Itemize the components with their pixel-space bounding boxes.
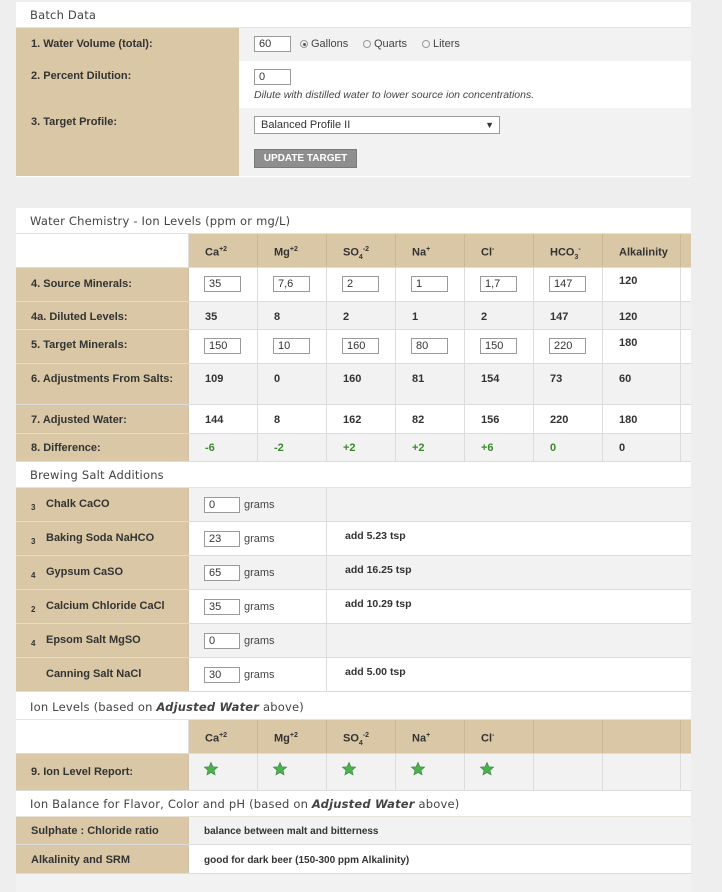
salt-name xyxy=(31,634,181,650)
salt-amount-cell xyxy=(189,556,327,589)
source-minerals-row xyxy=(16,268,691,302)
target-minerals-label: 5. Target Minerals: xyxy=(31,339,128,351)
ion-input[interactable] xyxy=(549,338,586,354)
adjustments-label: 6. Adjustments From Salts: xyxy=(31,373,174,385)
water-volume-input[interactable] xyxy=(254,36,291,52)
ion-input[interactable] xyxy=(480,276,517,292)
unit-quarts-radio[interactable] xyxy=(363,38,407,50)
grams-unit-label: grams xyxy=(244,499,275,511)
ion-value: 220 xyxy=(550,414,569,426)
ion-subscript: 3 xyxy=(574,253,579,261)
salt-row xyxy=(16,590,691,624)
ion-levels-title-post: above) xyxy=(259,700,304,714)
ion-value-cell xyxy=(603,302,681,329)
salt-cells xyxy=(189,590,691,623)
salt-name xyxy=(31,532,181,548)
salt-name-text: Canning Salt NaCl xyxy=(46,668,142,680)
ion-value: 0 xyxy=(550,442,557,454)
salt-add-tsp: add 10.29 tsp xyxy=(345,598,412,610)
ion-value-cell xyxy=(534,302,603,329)
ion-value: 35 xyxy=(205,311,218,323)
alkalinity-value: 120 xyxy=(619,275,638,287)
ion-header-label xyxy=(412,732,430,747)
ion-value: 162 xyxy=(343,414,362,426)
difference-label: 8. Difference: xyxy=(31,442,101,454)
ion-charge: + xyxy=(426,246,431,253)
ion-input[interactable] xyxy=(411,338,448,354)
salt-formula-subscript: 4 xyxy=(31,571,36,581)
ion-input[interactable] xyxy=(273,338,310,354)
ion-value-cell xyxy=(327,302,396,329)
ion-header-label xyxy=(205,732,227,747)
salt-label-cell xyxy=(16,590,189,623)
ion-symbol: Ca xyxy=(205,246,220,259)
ion-symbol: Mg xyxy=(274,732,290,745)
alkalinity-srm-label-cell xyxy=(16,845,189,873)
ion-value-cell xyxy=(534,434,603,461)
green-star-icon xyxy=(341,761,357,777)
green-star-icon xyxy=(410,761,426,777)
ion-report-cell xyxy=(258,754,327,790)
ion-value: +6 xyxy=(481,442,494,454)
salt-name xyxy=(31,566,181,582)
ion-value: 8 xyxy=(274,311,281,323)
salt-cells xyxy=(189,488,691,521)
ion-charge: -2 xyxy=(362,246,370,253)
batch-labels-column xyxy=(16,28,239,176)
salt-formula-subscript: 2 xyxy=(31,605,36,615)
unit-liters-radio[interactable] xyxy=(422,38,460,50)
ion-value-cell xyxy=(465,405,534,433)
ion-symbol: SO xyxy=(343,732,359,745)
diluted-levels-label-cell xyxy=(16,302,189,329)
ion-header-cell xyxy=(396,720,465,753)
salt-row xyxy=(16,556,691,590)
ion-header-label xyxy=(481,732,494,747)
salt-add-tsp: add 5.23 tsp xyxy=(345,530,406,542)
ion-value: 120 xyxy=(619,311,638,323)
salt-grams-input[interactable] xyxy=(204,565,240,581)
ion-header-cell xyxy=(258,234,327,267)
ion-value-cell xyxy=(189,364,258,404)
ion-value-cell xyxy=(396,364,465,404)
ion-header-label xyxy=(274,732,298,747)
diluted-levels-label: 4a. Diluted Levels: xyxy=(31,311,128,323)
batch-data-title: Batch Data xyxy=(16,2,691,28)
ion-header-cell xyxy=(189,234,258,267)
ion-value-cell xyxy=(327,364,396,404)
ion-value-cell xyxy=(189,405,258,433)
target-minerals-row xyxy=(16,330,691,364)
unit-gallons-radio[interactable] xyxy=(300,38,348,50)
ion-charge: +2 xyxy=(219,732,228,739)
alkalinity-srm-label: Alkalinity and SRM xyxy=(31,854,131,866)
ion-value: 160 xyxy=(343,373,362,385)
salt-cells xyxy=(189,556,691,589)
difference-row xyxy=(16,434,691,462)
salt-name-text: Gypsum CaSO xyxy=(46,566,124,578)
ion-input-cell xyxy=(465,330,534,363)
target-profile-select[interactable] xyxy=(254,116,500,134)
alkalinity-srm-value: good for dark beer (150-300 ppm Alkalinity) xyxy=(204,855,410,866)
salt-row xyxy=(16,522,691,556)
salt-row xyxy=(16,624,691,658)
salt-name-text: Baking Soda NaHCO xyxy=(46,532,155,544)
ion-value: 8 xyxy=(274,414,281,426)
ion-value-cell xyxy=(465,434,534,461)
ion-balance-title-post: above) xyxy=(414,797,460,811)
ion-input-cell xyxy=(603,330,681,363)
ion-value-cell xyxy=(258,302,327,329)
ion-header-cell xyxy=(258,720,327,753)
ion-report-cell xyxy=(534,754,603,790)
adjusted-water-row xyxy=(16,405,691,434)
difference-label-cell xyxy=(16,434,189,461)
source-minerals-label-cell xyxy=(16,268,189,301)
salt-label-cell xyxy=(16,624,189,657)
ion-input[interactable] xyxy=(480,338,517,354)
target-profile-label: 3. Target Profile: xyxy=(31,116,117,128)
ion-charge: + xyxy=(426,732,431,739)
ion-value-cell xyxy=(603,405,681,433)
brewing-salt-title: Brewing Salt Additions xyxy=(16,462,691,488)
sulphate-chloride-value: balance between malt and bitterness xyxy=(204,826,379,837)
ion-header-label xyxy=(619,246,668,261)
salt-name xyxy=(31,498,181,514)
ion-value: 2 xyxy=(481,311,488,323)
salt-label-cell xyxy=(16,658,189,691)
ion-value: 60 xyxy=(619,373,632,385)
ion-input[interactable] xyxy=(273,276,310,292)
update-target-button[interactable]: UPDATE TARGET xyxy=(254,149,357,168)
adjusted-water-label: 7. Adjusted Water: xyxy=(31,414,127,426)
percent-dilution-label: 2. Percent Dilution: xyxy=(31,70,132,82)
empty-header-cell xyxy=(534,720,603,753)
ion-input-cell xyxy=(258,330,327,363)
ion-charge: +2 xyxy=(289,246,298,253)
ion-report-cell xyxy=(465,754,534,790)
dropdown-arrow-icon: ▼ xyxy=(485,120,494,130)
salt-grams-input[interactable] xyxy=(204,497,240,513)
salt-label-cell xyxy=(16,556,189,589)
unit-gallons-label: Gallons xyxy=(311,38,349,50)
ion-header-label xyxy=(343,732,369,747)
grams-unit-label: grams xyxy=(244,567,275,579)
salt-amount-cell xyxy=(189,590,327,623)
ion-balance-title-em: Adjusted Water xyxy=(311,797,415,811)
ion-charge: - xyxy=(492,246,495,253)
grams-unit-label: grams xyxy=(244,533,275,545)
ion-input[interactable] xyxy=(204,276,241,292)
salt-label-cell xyxy=(16,488,189,521)
salt-cells xyxy=(189,522,691,555)
target-minerals-label-cell xyxy=(16,330,189,363)
ion-header-label xyxy=(343,246,369,261)
panel-footer xyxy=(16,874,691,892)
target-profile-row xyxy=(239,108,691,176)
sulphate-chloride-label-cell xyxy=(16,817,189,844)
salt-cells xyxy=(189,624,691,657)
water-volume-label: 1. Water Volume (total): xyxy=(31,38,153,50)
sulphate-chloride-label: Sulphate : Chloride ratio xyxy=(31,825,159,837)
radio-unselected-icon xyxy=(363,40,371,48)
ion-value-cell xyxy=(258,364,327,404)
grams-unit-label: grams xyxy=(244,635,275,647)
green-star-icon xyxy=(272,761,288,777)
ion-levels-title-pre: Ion Levels (based on xyxy=(30,700,157,714)
ion-header-row xyxy=(16,234,691,268)
source-minerals-label: 4. Source Minerals: xyxy=(31,278,132,290)
ion-input-cell xyxy=(534,268,603,301)
ion-header-cell xyxy=(189,720,258,753)
ion-symbol: Cl xyxy=(481,732,492,745)
unit-quarts-label: Quarts xyxy=(374,38,408,50)
ion-input-cell xyxy=(189,268,258,301)
ion-level-header-blank xyxy=(16,720,189,753)
ion-symbol: SO xyxy=(343,246,359,259)
ion-value: +2 xyxy=(412,442,425,454)
empty-header-cell xyxy=(603,720,681,753)
salt-grams-input[interactable] xyxy=(204,667,240,683)
ion-subscript: 4 xyxy=(358,253,363,261)
salt-amount-cell xyxy=(189,488,327,521)
ion-balance-title xyxy=(16,791,691,817)
ion-levels-title xyxy=(16,694,691,720)
ion-value-cell xyxy=(396,434,465,461)
ion-value: 144 xyxy=(205,414,224,426)
ion-symbol: HCO xyxy=(550,246,575,259)
ion-value: 154 xyxy=(481,373,500,385)
target-profile-value: Balanced Profile II xyxy=(261,119,351,131)
ion-value-cell xyxy=(327,434,396,461)
unit-liters-label: Liters xyxy=(433,38,460,50)
ion-value: 82 xyxy=(412,414,425,426)
ion-level-report-label: 9. Ion Level Report: xyxy=(31,766,134,778)
ion-header-cell xyxy=(327,720,396,753)
ion-input-cell xyxy=(189,330,258,363)
ion-value-cell xyxy=(189,434,258,461)
salt-name-text: Calcium Chloride CaCl xyxy=(46,600,165,612)
ion-value: +2 xyxy=(343,442,356,454)
salt-grams-input[interactable] xyxy=(204,599,240,615)
radio-selected-icon xyxy=(300,40,308,48)
adjustments-label-cell xyxy=(16,364,189,404)
ion-report-cell xyxy=(327,754,396,790)
ion-input-cell xyxy=(327,268,396,301)
salt-label-cell xyxy=(16,522,189,555)
ion-value: 109 xyxy=(205,373,224,385)
ion-input-cell xyxy=(534,330,603,363)
ion-value-cell xyxy=(396,302,465,329)
ion-level-report-row xyxy=(16,754,691,791)
ion-header-cell xyxy=(603,234,681,267)
ion-report-cell xyxy=(189,754,258,790)
salt-grams-input[interactable] xyxy=(204,531,240,547)
ion-symbol: Alkalinity xyxy=(619,246,668,259)
ion-input-cell xyxy=(258,268,327,301)
ion-value-cell xyxy=(258,405,327,433)
salt-cells xyxy=(189,658,691,691)
ion-symbol: Na xyxy=(412,732,427,745)
ion-charge: +2 xyxy=(219,246,228,253)
sulphate-chloride-row xyxy=(16,817,691,845)
ion-balance-title-pre: Ion Balance for Flavor, Color and pH (based on xyxy=(30,797,312,811)
ion-value: 147 xyxy=(550,311,569,323)
ion-value-cell xyxy=(465,364,534,404)
ion-header-cell xyxy=(534,234,603,267)
ion-input-cell xyxy=(603,268,681,301)
grams-unit-label: grams xyxy=(244,601,275,613)
dilution-row xyxy=(239,61,691,108)
salt-amount-cell xyxy=(189,522,327,555)
dilution-note: Dilute with distilled water to lower source ion concentrations. xyxy=(254,89,535,101)
ion-header-label xyxy=(274,246,298,261)
ion-input[interactable] xyxy=(411,276,448,292)
ion-header-cell xyxy=(465,720,534,753)
ion-symbol: Na xyxy=(412,246,427,259)
salt-formula-subscript: 3 xyxy=(31,503,36,513)
alkalinity-srm-row xyxy=(16,845,691,874)
ion-value-cell xyxy=(534,405,603,433)
diluted-levels-row xyxy=(16,302,691,330)
ion-value-cell xyxy=(189,302,258,329)
salt-name xyxy=(31,600,181,616)
ion-levels-title-em: Adjusted Water xyxy=(156,700,260,714)
ion-symbol: Cl xyxy=(481,246,492,259)
salt-amount-cell xyxy=(189,658,327,691)
percent-dilution-input[interactable] xyxy=(254,69,291,85)
ion-value: 0 xyxy=(619,442,626,454)
ion-input-cell xyxy=(465,268,534,301)
ion-symbol: Mg xyxy=(274,246,290,259)
ion-level-report-label-cell xyxy=(16,754,189,790)
salt-add-tsp: add 5.00 tsp xyxy=(345,666,406,678)
alkalinity-value: 180 xyxy=(619,337,638,349)
water-chemistry-title: Water Chemistry - Ion Levels (ppm or mg/L) xyxy=(16,208,691,234)
ion-symbol: Ca xyxy=(205,732,220,745)
water-chemistry-panel xyxy=(16,208,691,892)
salt-row xyxy=(16,658,691,692)
ion-charge: -2 xyxy=(362,732,370,739)
ion-charge: - xyxy=(492,732,495,739)
ion-value: 2 xyxy=(343,311,350,323)
ion-input-cell xyxy=(327,330,396,363)
ion-value-cell xyxy=(465,302,534,329)
grams-unit-label: grams xyxy=(244,669,275,681)
ion-value-cell xyxy=(327,405,396,433)
salt-add-tsp: add 16.25 tsp xyxy=(345,564,412,576)
ion-value: 73 xyxy=(550,373,563,385)
ion-header-label xyxy=(412,246,430,261)
ion-report-cell xyxy=(603,754,681,790)
adjusted-water-label-cell xyxy=(16,405,189,433)
ion-report-cell xyxy=(396,754,465,790)
green-star-icon xyxy=(203,761,219,777)
salt-formula-subscript: 3 xyxy=(31,537,36,547)
ion-value: 81 xyxy=(412,373,425,385)
ion-value: 0 xyxy=(274,373,281,385)
ion-charge: +2 xyxy=(289,732,298,739)
ion-header-cell xyxy=(465,234,534,267)
water-volume-row xyxy=(239,28,691,61)
ion-value-cell xyxy=(258,434,327,461)
ion-value: 1 xyxy=(412,311,419,323)
ion-value: -2 xyxy=(274,442,284,454)
ion-value: 156 xyxy=(481,414,500,426)
ion-charge: - xyxy=(578,246,581,253)
ion-header-label xyxy=(550,246,581,261)
salt-name-text: Epsom Salt MgSO xyxy=(46,634,141,646)
salt-formula-subscript: 4 xyxy=(31,639,36,649)
green-star-icon xyxy=(479,761,495,777)
batch-data-panel xyxy=(16,2,691,177)
salt-name-text: Chalk CaCO xyxy=(46,498,110,510)
salt-row xyxy=(16,488,691,522)
ion-header-cell xyxy=(327,234,396,267)
salt-amount-cell xyxy=(189,624,327,657)
salt-grams-input[interactable] xyxy=(204,633,240,649)
ion-value: 180 xyxy=(619,414,638,426)
ion-value-cell xyxy=(534,364,603,404)
adjustments-row xyxy=(16,364,691,405)
ion-level-header-row xyxy=(16,720,691,754)
ion-header-cell xyxy=(396,234,465,267)
ion-value-cell xyxy=(603,364,681,404)
header-blank-cell xyxy=(16,234,189,267)
ion-input-cell xyxy=(396,268,465,301)
ion-header-label xyxy=(481,246,494,261)
ion-value-cell xyxy=(603,434,681,461)
ion-input[interactable] xyxy=(342,276,379,292)
ion-input[interactable] xyxy=(342,338,379,354)
ion-header-label xyxy=(205,246,227,261)
ion-input-cell xyxy=(396,330,465,363)
ion-value: -6 xyxy=(205,442,215,454)
ion-subscript: 4 xyxy=(358,739,363,747)
ion-input[interactable] xyxy=(204,338,241,354)
ion-input[interactable] xyxy=(549,276,586,292)
radio-unselected-icon xyxy=(422,40,430,48)
ion-value-cell xyxy=(396,405,465,433)
